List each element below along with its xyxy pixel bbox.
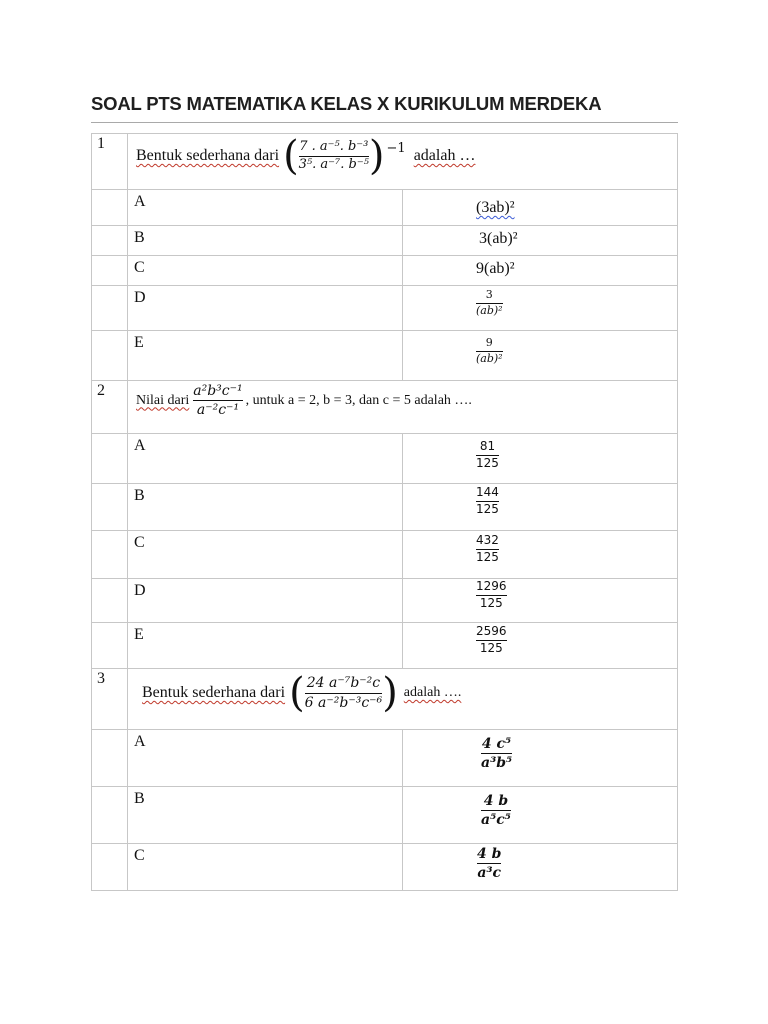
option-denominator: 125	[479, 640, 503, 655]
option-answer	[403, 286, 678, 331]
fraction-numerator: a²b³c⁻¹	[193, 383, 243, 399]
option-row	[92, 844, 678, 891]
fraction-denominator: 3⁵. a⁻⁷. b⁻⁵	[298, 156, 369, 172]
question-fraction	[299, 140, 369, 173]
option-row	[92, 226, 678, 256]
option-answer	[403, 579, 678, 623]
question-number: 2	[92, 381, 128, 434]
option-fraction	[476, 534, 499, 565]
option-letter: A	[128, 190, 403, 226]
option-row	[92, 484, 678, 531]
page-title: SOAL PTS MATEMATIKA KELAS X KURIKULUM MERDEKA	[91, 93, 602, 114]
question-row	[92, 134, 678, 190]
option-denominator: a³c	[477, 865, 502, 882]
option-answer	[403, 190, 678, 226]
title-divider	[91, 122, 678, 123]
question-fraction	[305, 675, 383, 710]
option-letter: E	[128, 331, 403, 381]
option-numerator: 1296	[476, 579, 507, 593]
option-numerator: 144	[476, 485, 499, 499]
option-fraction	[476, 337, 503, 365]
option-letter: D	[128, 286, 403, 331]
question-text	[128, 669, 678, 730]
option-answer	[403, 434, 678, 484]
option-letter: A	[128, 434, 403, 484]
left-paren: (	[283, 133, 299, 179]
outer-exponent: −1	[386, 140, 406, 156]
option-fraction	[476, 625, 507, 656]
option-letter: B	[128, 787, 403, 844]
option-letter: C	[128, 531, 403, 579]
option-row	[92, 787, 678, 844]
option-row	[92, 190, 678, 226]
option-letter: A	[128, 730, 403, 787]
option-row	[92, 434, 678, 484]
option-denominator: (ab)²	[476, 303, 503, 317]
option-numerator: 4 b	[483, 793, 509, 809]
option-numerator: 4 c⁵	[481, 736, 512, 752]
option-denominator: a⁵c⁵	[481, 812, 511, 829]
fraction-numerator: 24 a⁻⁷b⁻²c	[306, 675, 381, 692]
left-paren: (	[289, 670, 305, 716]
question-fraction	[193, 383, 242, 418]
question-row	[92, 669, 678, 730]
option-answer	[403, 256, 678, 286]
question-row	[92, 381, 678, 434]
option-numerator: 9	[485, 336, 493, 349]
option-row	[92, 531, 678, 579]
fraction-denominator: a⁻²c⁻¹	[196, 402, 240, 419]
fraction-numerator: 7 . a⁻⁵. b⁻³	[299, 138, 369, 154]
option-letter: E	[128, 623, 403, 669]
question-text	[128, 381, 678, 434]
option-answer	[403, 623, 678, 669]
option-fraction	[481, 793, 511, 828]
option-numerator: 4 b	[477, 846, 502, 862]
option-answer	[403, 226, 678, 256]
option-answer	[403, 787, 678, 844]
option-denominator: a³b⁵	[481, 755, 513, 772]
option-row	[92, 286, 678, 331]
option-row	[92, 579, 678, 623]
option-letter: B	[128, 226, 403, 256]
question-number: 3	[92, 669, 128, 730]
option-denominator: 125	[479, 595, 503, 610]
question-table	[91, 133, 678, 891]
option-row	[92, 331, 678, 381]
fraction-bar	[305, 693, 383, 694]
option-fraction	[476, 486, 499, 517]
option-letter: C	[128, 844, 403, 891]
option-denominator: (ab)²	[476, 351, 503, 365]
question-prefix: Bentuk sederhana dari	[136, 147, 280, 164]
option-fraction	[476, 289, 503, 317]
option-denominator: 125	[476, 549, 499, 564]
option-fraction	[481, 736, 512, 771]
option-denominator: 125	[476, 501, 499, 516]
option-answer	[403, 331, 678, 381]
option-fraction	[476, 440, 499, 471]
option-row	[92, 623, 678, 669]
fraction-bar	[193, 400, 242, 401]
option-letter: C	[128, 256, 403, 286]
right-paren: )	[368, 133, 385, 179]
fraction-denominator: 6 a⁻²b⁻³c⁻⁶	[304, 694, 383, 711]
question-number: 1	[92, 134, 128, 190]
question-suffix: , untuk a = 2, b = 3, dan c = 5 adalah ….	[245, 392, 472, 408]
option-letter: B	[128, 484, 403, 531]
option-fraction	[477, 846, 501, 881]
question-text	[128, 134, 678, 190]
question-suffix: adalah …	[413, 147, 476, 164]
option-numerator: 3	[485, 288, 493, 301]
option-denominator: 125	[476, 455, 499, 470]
option-text: 9(ab)²	[476, 260, 515, 277]
option-row	[92, 730, 678, 787]
option-fraction	[476, 580, 507, 611]
question-prefix: Nilai dari	[136, 392, 190, 408]
option-text: 3(ab)²	[479, 230, 518, 247]
option-row	[92, 256, 678, 286]
option-text: (3ab)²	[476, 199, 515, 216]
option-letter: D	[128, 579, 403, 623]
option-numerator: 2596	[476, 624, 507, 638]
question-suffix: adalah ….	[403, 685, 462, 700]
option-answer	[403, 730, 678, 787]
option-answer	[403, 844, 678, 891]
option-answer	[403, 531, 678, 579]
option-numerator: 81	[479, 439, 496, 453]
option-answer	[403, 484, 678, 531]
right-paren: )	[382, 670, 398, 716]
option-numerator: 432	[476, 533, 499, 547]
question-prefix: Bentuk sederhana dari	[142, 684, 286, 701]
